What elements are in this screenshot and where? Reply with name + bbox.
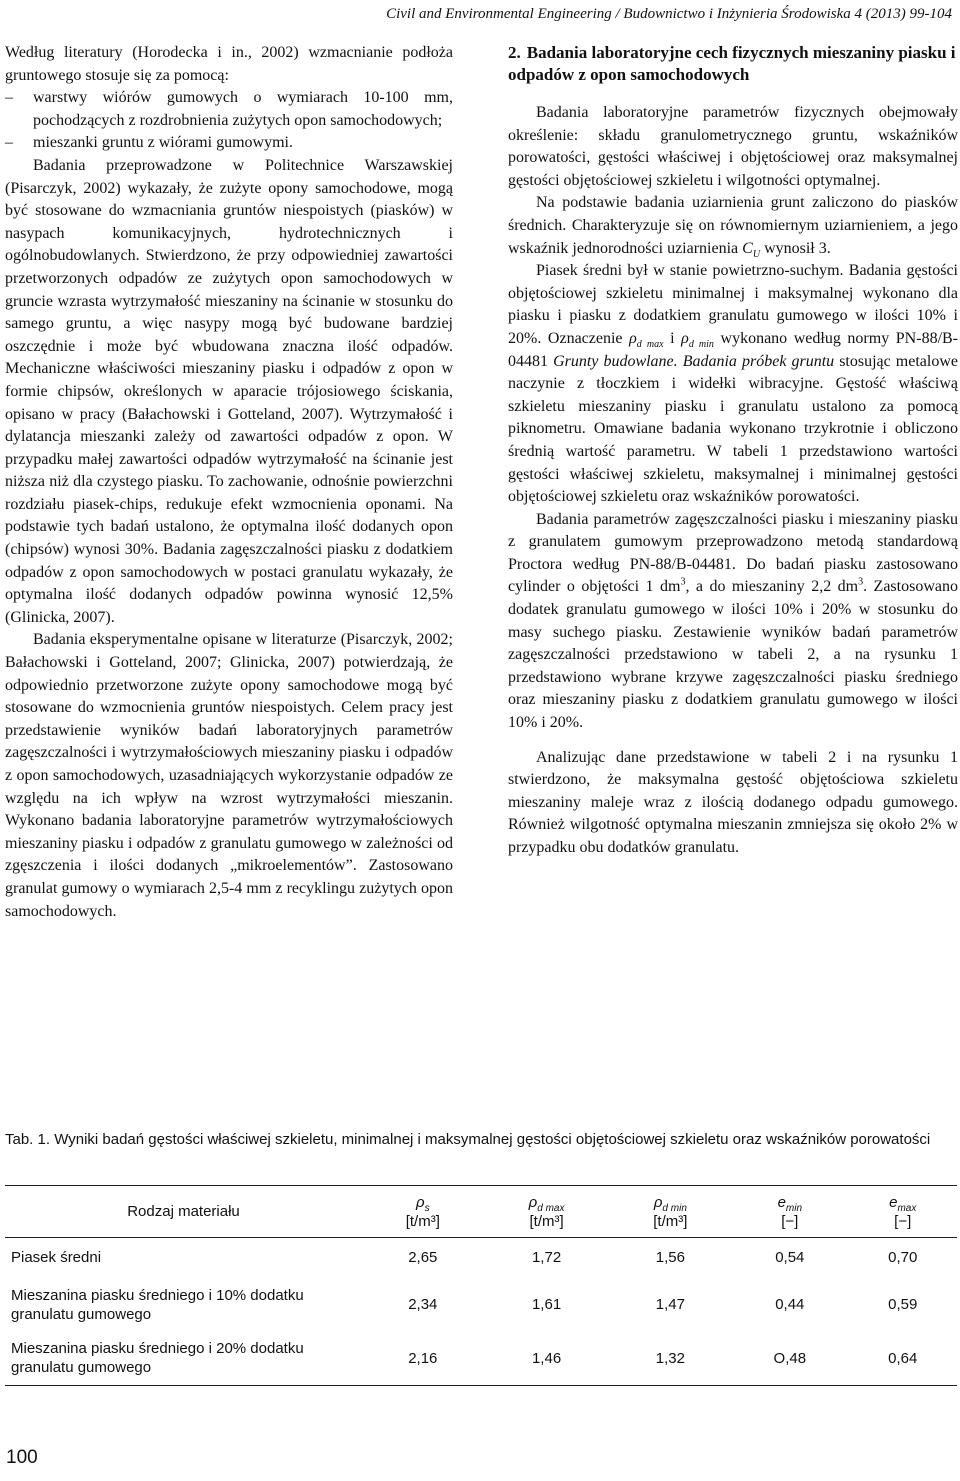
value-cell: 1,46 bbox=[484, 1332, 610, 1386]
symbol-cu: C bbox=[742, 239, 753, 257]
header-subscript: d min bbox=[662, 1202, 687, 1214]
value-cell: O,48 bbox=[731, 1332, 848, 1386]
journal-header: Civil and Environmental Engineering / Budownictwo i Inżynieria Środowiska 4 (2013) 99-104 bbox=[386, 6, 952, 22]
text-run: . Zastosowano dodatek granulatu gumowego w ilości 10% i 20% w stosunku do masy suchego piasku. Zestawienie wyników badań parametrów zagęszczalności przedstawiono w tabeli 2, a na rysunku 1 przedstawiono wybrane krzywe zagęszczalności piasku średniego oraz mieszaniny piasku z dodatkiem granulatu gumowego w ilości 10% i 20%. bbox=[508, 578, 958, 732]
table-row bbox=[5, 1332, 957, 1386]
header-unit: [−] bbox=[894, 1212, 912, 1230]
body-paragraph bbox=[508, 260, 958, 509]
symbol-subscript: U bbox=[752, 248, 761, 260]
text-run: stosując metalowe naczynie z tłoczkiem i widełki wibracyjne. Gęstość właściwą szkieletu mieszaniny piasku i granulatu ustalono za pomocą piknometru. Omawiane badania wykonano trzykrotnie i obliczono średnią wartość parametru. W tabeli 1 przedstawiono wartości gęstości właściwej szkieletu, maksymalnej i minimalnej gęstości objętościowej szkieletu oraz wskaźników porowatości. bbox=[508, 352, 959, 506]
section-title: Badania laboratoryjne cech fizycznych mieszaniny piasku i odpadów z opon samochodowych bbox=[508, 43, 956, 84]
text-run: Badania parametrów zagęszczalności piasku i mieszaniny piasku z granulatem gumowym przeprowadzono metodą standardową Proctora według PN-88/B-04481. Do badań piasku zastosowano cylinder o objętości 1 dm bbox=[508, 510, 958, 596]
list-item bbox=[5, 132, 453, 155]
header-subscript: min bbox=[785, 1202, 803, 1214]
list-item-text: warstwy wiórów gumowych o wymiarach 10-100 mm, pochodzących z rozdrobnienia zużytych opon samochodowych; bbox=[33, 89, 453, 129]
body-paragraph: Badania eksperymentalne opisane w literaturze (Pisarczyk, 2002; Bałachowski i Gotteland, 2007; Glinicka, 2007) potwierdzają, że odpowiednio przetworzone zużyte opony samochodowe mogą być stosowane do wzmocnienia gruntów niespoistych. Celem pracy jest przedstawienie wyników badań laboratoryjnych parametrów zagęszczalności i wytrzymałościowych mieszaniny piasku i odpadów z opon samochodowych, uzasadniających wykorzystanie odpadów ze względu na ich wpływ na wzrost wytrzymałości mieszanin. Wykonano badania laboratoryjne parametrów wytrzymałościowych mieszaniny piasku i odpadów z granulatu gumowego w zależności od zgęszczenia i ilości dodanych „mikroelementów”. Zastosowano granulat gumowy o wymiarach 2,5-4 mm z recyklingu zużytych opon samochodowych. bbox=[5, 631, 453, 920]
value-cell: 2,16 bbox=[362, 1332, 484, 1386]
symbol-rho: ρ bbox=[629, 329, 637, 347]
list-item-text: mieszanki gruntu z wiórami gumowymi. bbox=[33, 134, 293, 152]
table-row bbox=[5, 1238, 957, 1278]
value-cell: 1,72 bbox=[531, 1249, 562, 1267]
value-cell: 0,70 bbox=[888, 1249, 918, 1267]
value-cell: 1,47 bbox=[655, 1296, 685, 1313]
header-subscript: max bbox=[897, 1202, 917, 1214]
text-run: i bbox=[663, 329, 682, 347]
header-unit: [t/m³] bbox=[529, 1212, 564, 1230]
header-symbol: ρ bbox=[528, 1193, 538, 1211]
header-rho-dmax bbox=[484, 1186, 610, 1238]
superscript: 3 bbox=[680, 577, 686, 589]
text-run: wynosił 3. bbox=[760, 239, 831, 257]
list-item bbox=[5, 87, 453, 132]
dash-bullet: – bbox=[5, 134, 13, 152]
header-symbol: e bbox=[777, 1193, 786, 1211]
header-subscript: d max bbox=[537, 1202, 565, 1214]
header-unit: [−] bbox=[781, 1212, 799, 1230]
value-cell: 2,34 bbox=[408, 1296, 438, 1313]
body-paragraph bbox=[508, 192, 958, 260]
page-number: 100 bbox=[6, 1447, 38, 1468]
header-symbol: ρ bbox=[653, 1193, 663, 1211]
header-e-max bbox=[848, 1186, 957, 1238]
symbol-subscript: d max bbox=[636, 339, 664, 351]
value-cell: 1,56 bbox=[655, 1249, 685, 1267]
body-paragraph: Badania przeprowadzone w Politechnice Warszawskiej (Pisarczyk, 2002) wykazały, że zużyte opony samochodowe, mogą być stosowane do wzmacniania gruntów niespoistych (piasków) w nasypach komunikacyjnych, hydrotechnicznych i ogólnobudowlanych. Stwierdzono, że przy odpowiedniej zawartości przetworzonych odpadów ze zużytych opon samochodowych w gruncie wzrasta wytrzymałość mieszaniny na ścinanie w stosunku do samego gruntu, a więc nasypy mogą być budowane bardziej oszczędnie i może być wbudowana znaczna ilość odpadów. Mechaniczne właściwości mieszaniny piasku i odpadów z opon w formie chipsów, określonych w aparacie trójosiowego ściskania, opisano w pracy (Bałachowski i Gotteland, 2007). Wytrzymałość i dylatancja mieszanki zależy od zawartości odpadów z opon. W przypadku małej zawartości odpadów wytrzymałość na ścinanie jest niższa niż dla czystego piasku. To zachowanie, odnośnie powierzchni rozdziału piasek-chips, redukuje efekt wzmocnienia oponami. Na podstawie tych badań ustalono, że optymalna ilość dodanych opon (chipsów) wynosi 30%. Badania zagęszczalności piasku z dodatkiem odpadów z opon samochodowych w postaci granulatu wykazały, że optymalna ilość dodanych odpadów powinna wynosić 12,5% (Glinicka, 2007). bbox=[5, 156, 453, 626]
header-unit: [t/m³] bbox=[653, 1212, 688, 1230]
standard-title: Grunty budowlane. Badania próbek gruntu bbox=[553, 352, 835, 370]
header-unit: [t/m³] bbox=[405, 1212, 440, 1230]
intro-paragraph: Według literatury (Horodecka i in., 2002) wzmacnianie podłoża gruntowego stosuje się za pomocą: bbox=[5, 44, 453, 84]
header-rho-dmin bbox=[610, 1186, 732, 1238]
dash-bullet: – bbox=[5, 89, 13, 107]
value-cell: 1,61 bbox=[531, 1296, 562, 1313]
value-cell: 0,59 bbox=[888, 1296, 918, 1313]
results-table bbox=[5, 1185, 957, 1386]
body-paragraph: Badania laboratoryjne parametrów fizycznych obejmowały określenie: składu granulometrycznego gruntu, wskaźników porowatości, gęstości właściwej i objętościowej oraz maksymalnej gęstości objętościowej szkieletu i wilgotności optymalnej. bbox=[508, 104, 958, 189]
body-paragraph bbox=[508, 509, 958, 735]
header-material: Rodzaj materiału bbox=[5, 1186, 362, 1238]
section-number: 2. bbox=[508, 43, 521, 62]
text-run: Piasek średni był w stanie powietrzno-suchym. Badania gęstości objętościowej szkieletu minimalnej i maksymalnej wykonano dla piasku i piasku z dodatkiem granulatu gumowego w ilości 10% i 20%. Oznaczenie bbox=[508, 262, 958, 347]
header-rho-s bbox=[362, 1186, 484, 1238]
section-heading bbox=[508, 42, 958, 86]
value-cell: 0,54 bbox=[775, 1249, 805, 1267]
table-row bbox=[5, 1278, 957, 1332]
table-header-row bbox=[5, 1186, 957, 1238]
text-run: wykonano według normy PN-88/B-04481 bbox=[508, 329, 959, 370]
right-column bbox=[508, 42, 958, 860]
material-cell: Mieszanina piasku średniego i 20% dodatku granulatu gumowego bbox=[5, 1332, 362, 1386]
body-paragraph: Analizując dane przedstawione w tabeli 2 i na rysunku 1 stwierdzono, że maksymalna gęstość objętościowa szkieletu mieszaniny maleje wraz z ilością dodanego odpadu gumowego. Również wilgotność optymalna mieszanin zmniejsza się około 2% w przypadku obu dodatków granulatu. bbox=[508, 748, 958, 856]
material-cell: Piasek średni bbox=[11, 1249, 102, 1267]
table-caption: Tab. 1. Wyniki badań gęstości właściwej szkieletu, minimalnej i maksymalnej gęstości objętościowej szkieletu oraz wskaźników porowatości bbox=[5, 1131, 931, 1148]
header-e-min bbox=[731, 1186, 848, 1238]
value-cell: 1,32 bbox=[610, 1332, 732, 1386]
header-symbol: ρ bbox=[416, 1193, 425, 1211]
symbol-subscript: d min bbox=[688, 339, 714, 351]
symbol-rho: ρ bbox=[681, 329, 689, 347]
superscript: 3 bbox=[858, 577, 864, 589]
text-run: Na podstawie badania uziarnienia grunt zaliczono do piasków średnich. Charakteryzuje się on równomiernym uziarnieniem, a jego wskaźnik jednorodności uziarnienia bbox=[508, 194, 958, 257]
header-subscript: s bbox=[424, 1202, 430, 1214]
value-cell: 0,64 bbox=[848, 1332, 957, 1386]
material-cell: Mieszanina piasku średniego i 10% dodatku granulatu gumowego bbox=[11, 1286, 304, 1323]
text-run: , a do mieszaniny 2,2 dm bbox=[685, 578, 859, 596]
value-cell: 0,44 bbox=[775, 1296, 805, 1313]
header-symbol: e bbox=[889, 1193, 898, 1211]
value-cell: 2,65 bbox=[408, 1249, 438, 1267]
left-column bbox=[5, 42, 453, 923]
